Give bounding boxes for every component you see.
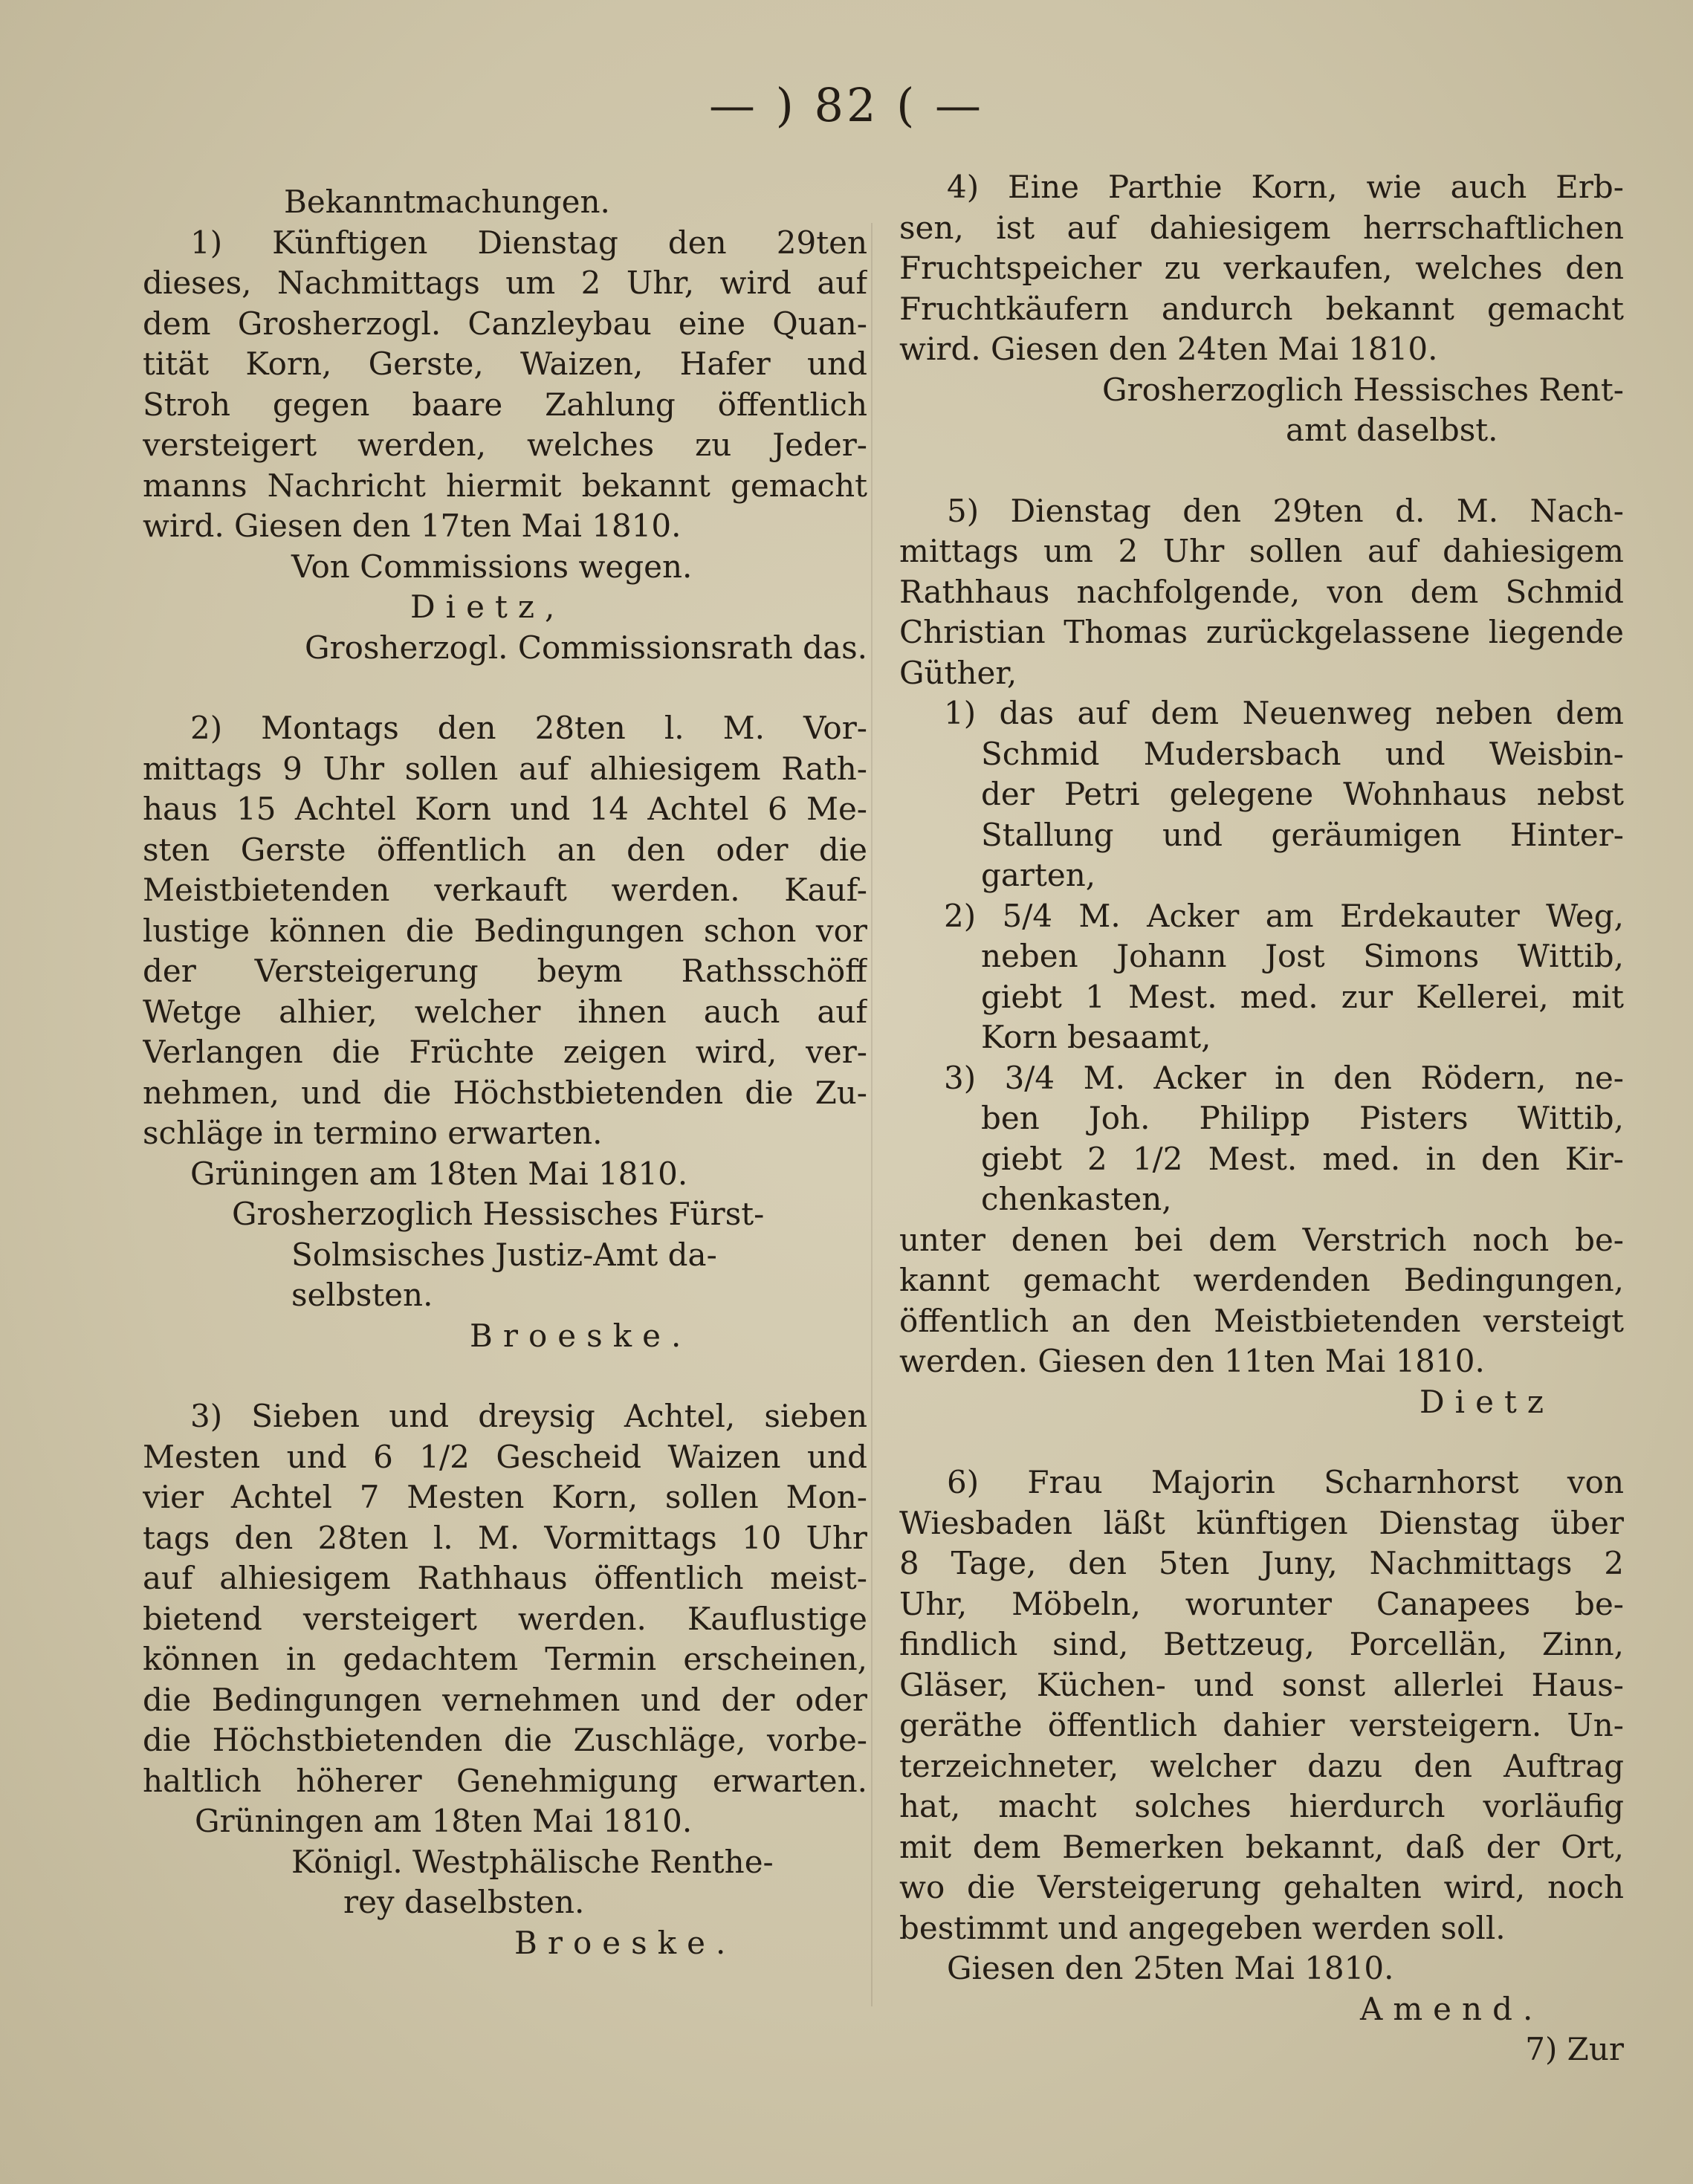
notice-line: Mesten und 6 1/2 Gescheid Waizen und <box>143 1438 867 1475</box>
authority: rey daselbsten. <box>343 1884 585 1920</box>
list-item <box>899 1058 1624 1220</box>
notice-line: 6) Frau Majorin Scharnhorst von <box>947 1464 1624 1500</box>
list-item <box>899 693 1624 896</box>
section-heading: Bekanntmachungen. <box>284 184 610 220</box>
list-item-line: chenkasten, <box>981 1181 1172 1217</box>
catchword: 7) Zur <box>1525 2031 1624 2067</box>
notice-line: lustige können die Bedingungen schon vor <box>143 912 867 949</box>
signature-name: Broeske. <box>514 1924 737 1961</box>
notice-line: wird. Giesen den 24ten Mai 1810. <box>899 331 1438 367</box>
notice-line: sten Gerste öffentlich an den oder die <box>143 831 867 868</box>
notice-line: werden. Giesen den 11ten Mai 1810. <box>899 1343 1485 1379</box>
notice-line: wo die Versteigerung gehalten wird, noch <box>899 1869 1624 1905</box>
list-item-line: neben Johann Jost Simons Wittib, <box>981 938 1624 974</box>
notice-line: Verlangen die Früchte zeigen wird, ver- <box>143 1034 867 1070</box>
list-item-line: der Petri gelegene Wohnhaus nebst <box>981 776 1624 812</box>
signature: Von Commissions wegen. <box>291 548 693 585</box>
notice-line: terzeichneter, welcher dazu den Auftrag <box>899 1747 1624 1784</box>
list-item-line: 3) 3/4 M. Acker in den Rödern, ne- <box>944 1059 1624 1096</box>
page-number: — ) 82 ( — <box>708 78 985 132</box>
notice-line: mit dem Bemerken bekannt, daß der Ort, <box>899 1828 1624 1865</box>
column-divider <box>871 223 873 2006</box>
notice-line: nehmen, und die Höchstbietenden die Zu- <box>143 1074 867 1111</box>
notice-line: findlich sind, Bettzeug, Porcellän, Zinn, <box>899 1626 1624 1662</box>
authority: Grosherzoglich Hessisches Rent- <box>1101 371 1624 408</box>
notice-line: tags den 28ten l. M. Vormittags 10 Uhr <box>143 1519 867 1556</box>
notice-line: können in gedachtem Termin erscheinen, <box>143 1641 867 1677</box>
notice-line: Wetge alhier, welcher ihnen auch auf <box>143 993 867 1030</box>
notice-line: auf alhiesigem Rathhaus öffentlich meist- <box>143 1560 867 1596</box>
notice-line: dem Grosherzogl. Canzleybau eine Quan- <box>143 305 867 342</box>
notice-line: mittags um 2 Uhr sollen auf dahiesigem <box>899 533 1624 569</box>
signature-name: Broeske. <box>470 1317 692 1354</box>
notice-line: Uhr, Möbeln, worunter Canapees be- <box>899 1585 1624 1622</box>
notice-5 <box>899 491 1624 1423</box>
notice-line: Wiesbaden läßt künftigen Dienstag über <box>899 1504 1624 1541</box>
notice-line: 5) Dienstag den 29ten d. M. Nach- <box>947 492 1624 529</box>
notice-line: 8 Tage, den 5ten Juny, Nachmittags 2 <box>899 1545 1624 1581</box>
notice-3 <box>143 1396 867 1963</box>
notice-4 <box>899 167 1624 451</box>
list-item-line: 1) das auf dem Neuenweg neben dem <box>944 695 1624 731</box>
authority: selbsten. <box>291 1277 433 1313</box>
list-item-line: Schmid Mudersbach und Weisbin- <box>981 735 1624 772</box>
notice-line: unter denen bei dem Verstrich noch be- <box>899 1221 1624 1258</box>
list-item-line: 2) 5/4 M. Acker am Erdekauter Weg, <box>944 897 1624 934</box>
notice-line: 2) Montags den 28ten l. M. Vor- <box>190 710 867 746</box>
notice-line: die Bedingungen vernehmen und der oder <box>143 1681 867 1718</box>
notice-line: versteigert werden, welches zu Jeder- <box>143 427 867 463</box>
place-date: Grüningen am 18ten Mai 1810. <box>195 1803 693 1839</box>
notice-line: kannt gemacht werdenden Bedingungen, <box>899 1262 1624 1298</box>
notice-line: Rathhaus nachfolgende, von dem Schmid <box>899 573 1624 610</box>
notice-line: 3) Sieben und dreysig Achtel, sieben <box>190 1398 867 1434</box>
list-item <box>899 896 1624 1058</box>
place-date: Giesen den 25ten Mai 1810. <box>947 1950 1394 1986</box>
signature-name: Amend. <box>1360 1990 1544 2027</box>
notice-line: öffentlich an den Meistbietenden versteigt <box>899 1302 1624 1339</box>
list-item-line: giebt 1 Mest. med. zur Kellerei, mit <box>981 978 1624 1015</box>
signature-name: Dietz, <box>410 589 566 625</box>
notice-line: sen, ist auf dahiesigem herrschaftlichen <box>899 209 1624 246</box>
notice-line: geräthe öffentlich dahier versteigern. Un- <box>899 1707 1624 1743</box>
notice-line: Stroh gegen baare Zahlung öffentlich <box>143 386 867 423</box>
notice-line: Güther, <box>899 654 1017 691</box>
authority: Königl. Westphälische Renthe- <box>291 1843 774 1880</box>
notice-line: die Höchstbietenden die Zuschläge, vorbe- <box>143 1722 867 1758</box>
notice-line: der Versteigerung beym Rathsschöff <box>143 953 867 989</box>
authority: amt daselbst. <box>1286 412 1498 448</box>
signature-title: Grosherzogl. Commissionsrath das. <box>304 629 867 666</box>
notice-2 <box>143 708 867 1356</box>
signature-name: Dietz <box>1420 1383 1554 1420</box>
notice-line: bestimmt und angegeben werden soll. <box>899 1909 1506 1946</box>
notice-line: Meistbietenden verkauft werden. Kauf- <box>143 872 867 908</box>
list-item-line: giebt 2 1/2 Mest. med. in den Kir- <box>981 1140 1624 1177</box>
notice-line: Christian Thomas zurückgelassene liegende <box>899 614 1624 650</box>
notice-line: mittags 9 Uhr sollen auf alhiesigem Rath- <box>143 750 867 787</box>
list-item-line: ben Joh. Philipp Pisters Wittib, <box>981 1100 1624 1136</box>
notice-line: bietend versteigert werden. Kauflustige <box>143 1600 867 1637</box>
place-date: Grüningen am 18ten Mai 1810. <box>190 1155 688 1192</box>
notice-line: Fruchtspeicher zu verkaufen, welches den <box>899 250 1624 286</box>
authority: Solmsisches Justiz-Amt da- <box>291 1236 717 1273</box>
notice-1 <box>143 223 867 669</box>
notice-line: dieses, Nachmittags um 2 Uhr, wird auf <box>143 265 867 301</box>
list-item-line: Korn besaamt, <box>981 1019 1211 1055</box>
left-column <box>143 182 867 1963</box>
notice-line: 1) Künftigen Dienstag den 29ten <box>190 224 867 261</box>
authority: Grosherzoglich Hessisches Fürst- <box>232 1196 765 1232</box>
notice-line: schläge in termino erwarten. <box>143 1115 603 1151</box>
notice-line: vier Achtel 7 Mesten Korn, sollen Mon- <box>143 1479 867 1515</box>
list-item-line: garten, <box>981 857 1096 893</box>
notice-line: manns Nachricht hiermit bekannt gemacht <box>143 467 867 504</box>
list-item-line: Stallung und geräumigen Hinter- <box>981 816 1624 853</box>
notice-line: Gläser, Küchen- und sonst allerlei Haus- <box>899 1666 1624 1703</box>
right-column <box>899 167 1624 2070</box>
notice-line: hat, macht solches hierdurch vorläufig <box>899 1788 1624 1824</box>
notice-line: Fruchtkäufern andurch bekannt gemacht <box>899 290 1624 327</box>
notice-line: haltlich höherer Genehmigung erwarten. <box>143 1762 867 1799</box>
notice-line: tität Korn, Gerste, Waizen, Hafer und <box>143 346 867 382</box>
notice-line: wird. Giesen den 17ten Mai 1810. <box>143 508 682 544</box>
notice-line: 4) Eine Parthie Korn, wie auch Erb- <box>947 169 1624 205</box>
notice-6 <box>899 1462 1624 2070</box>
notice-line: haus 15 Achtel Korn und 14 Achtel 6 Me- <box>143 791 867 827</box>
